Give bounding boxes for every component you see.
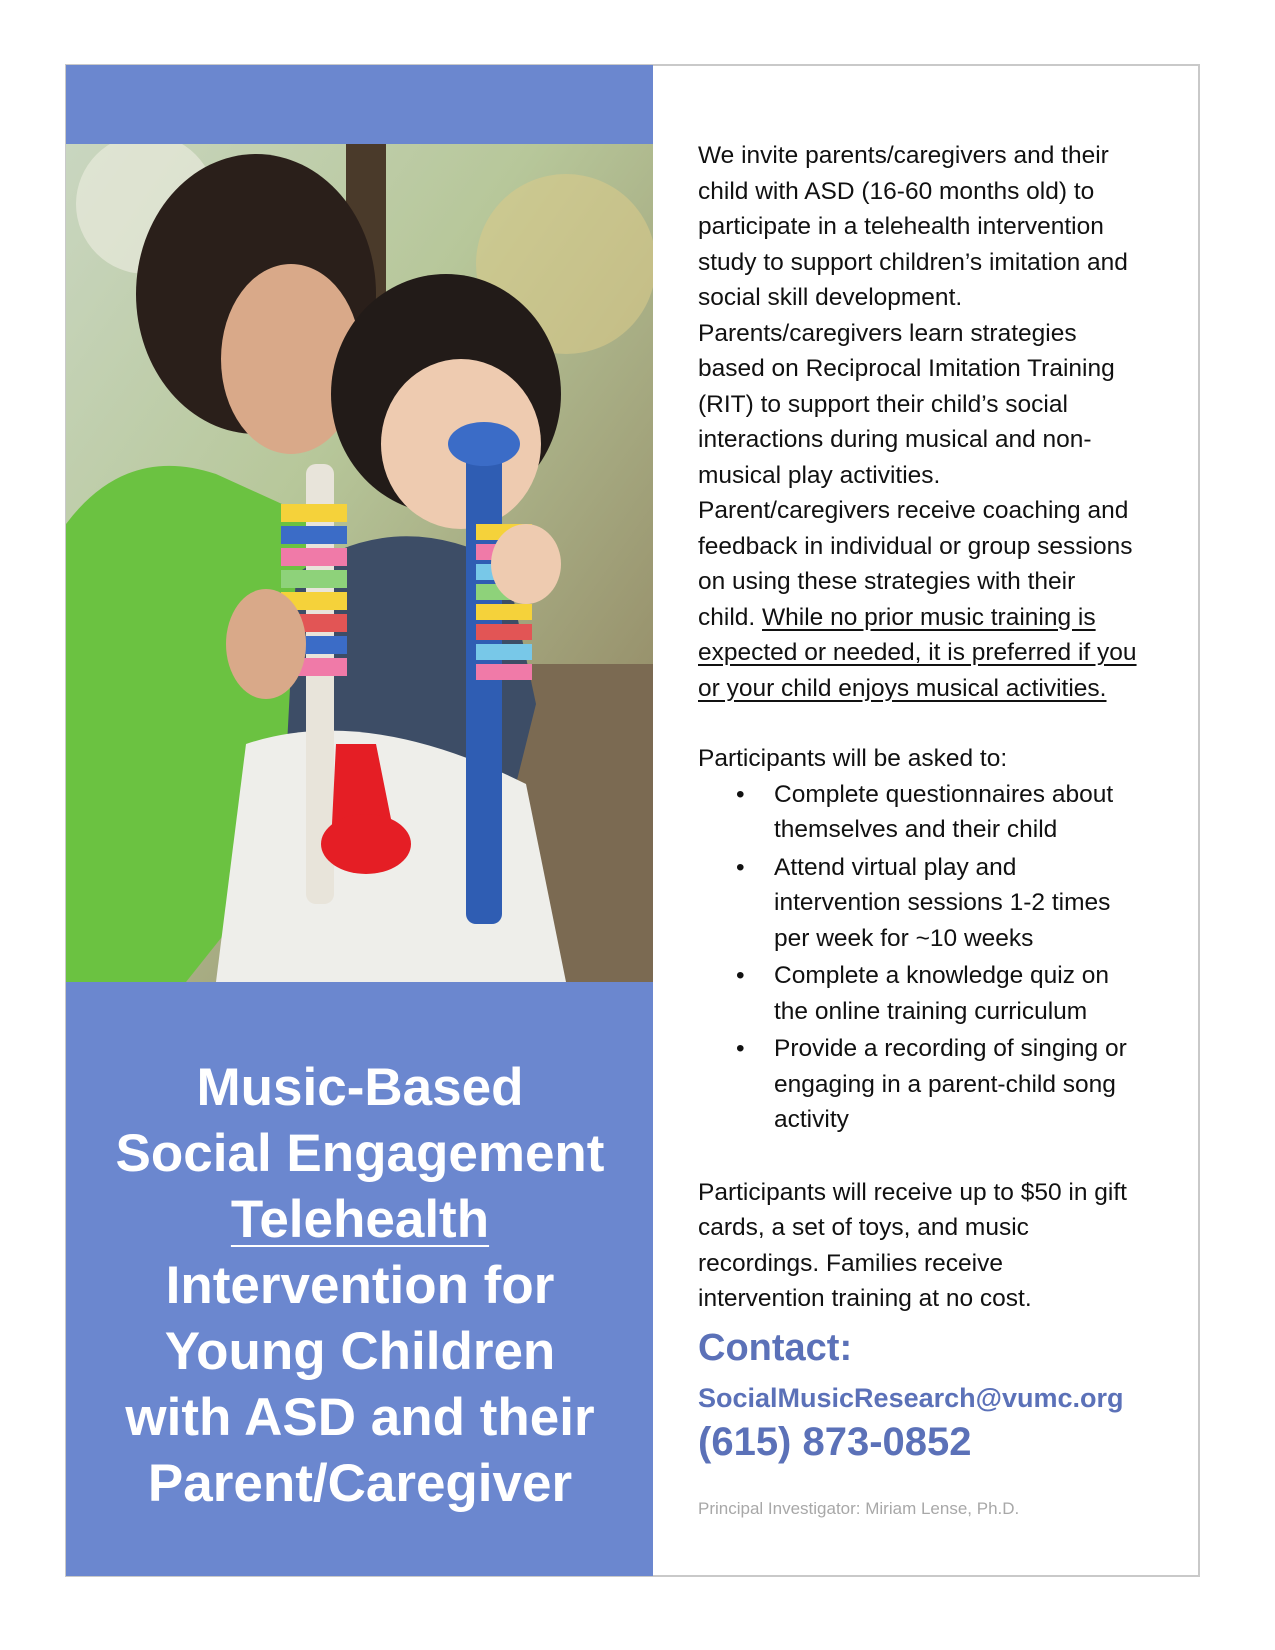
flyer-title: [80, 1055, 640, 1517]
text-line: cards, a set of toys, and music: [698, 1214, 1029, 1241]
text-line: recordings. Families receive: [698, 1249, 1003, 1277]
title-line: Social Engagement: [115, 1124, 605, 1183]
list-item: [698, 1031, 1188, 1138]
text-line: participate in a telehealth intervention: [698, 213, 1104, 240]
text-fragment: child.: [698, 603, 763, 631]
title-line: Young Children: [164, 1322, 556, 1381]
text-line: [698, 671, 1188, 707]
text-line: based on Reciprocal Imitation Training: [698, 355, 1115, 382]
bullet-icon: •: [736, 1035, 745, 1062]
intro-paragraph: [698, 138, 1188, 706]
text-line: study to support children’s imitation and: [698, 248, 1128, 276]
list-item-text: activity: [774, 1106, 849, 1133]
list-item-text: themselves and their child: [774, 816, 1058, 843]
list-item-text: the online training curriculum: [774, 997, 1088, 1025]
list-item-text: engaging in a parent-child song: [774, 1070, 1116, 1098]
text-line: [698, 600, 1188, 636]
list-item: [698, 958, 1188, 1029]
text-line: on using these strategies with their: [698, 568, 1076, 595]
title-line: Parent/Caregiver: [147, 1454, 573, 1513]
principal-investigator: Principal Investigator: Miriam Lense, Ph.D.: [698, 1499, 1020, 1518]
task-list: [698, 777, 1188, 1138]
text-line: Participants will receive up to $50 in gift: [698, 1178, 1127, 1206]
list-item-text: per week for ~10 weeks: [774, 924, 1034, 952]
text-line: Parents/caregivers learn strategies: [698, 319, 1077, 347]
list-item-text: Provide a recording of singing or: [774, 1035, 1127, 1062]
underlined-note: While no prior music training is: [762, 603, 1096, 631]
underlined-note: or your child enjoys musical activities.: [698, 674, 1107, 702]
underlined-note: expected or needed, it is preferred if you: [698, 639, 1137, 666]
title-line-underlined: Telehealth: [230, 1190, 490, 1249]
text-line: musical play activities.: [698, 461, 941, 489]
text-line: feedback in individual or group sessions: [698, 532, 1133, 560]
list-item-text: Complete a knowledge quiz on: [774, 962, 1110, 989]
text-line: We invite parents/caregivers and their: [698, 142, 1109, 169]
hero-photo: [66, 144, 653, 982]
text-line: social skill development.: [698, 284, 963, 311]
title-line: with ASD and their: [125, 1388, 595, 1447]
text-line: Parent/caregivers receive coaching and: [698, 497, 1129, 524]
compensation-paragraph: [698, 1175, 1188, 1317]
list-item-text: intervention sessions 1-2 times: [774, 889, 1111, 916]
list-item-text: Attend virtual play and: [774, 853, 1017, 881]
list-item: [698, 777, 1188, 848]
bullet-icon: •: [736, 962, 745, 989]
description-column: [698, 138, 1188, 1317]
title-line: Music-Based: [196, 1058, 524, 1117]
contact-heading: Contact:: [698, 1327, 853, 1369]
title-line: Intervention for: [165, 1256, 555, 1315]
text-line: [698, 635, 1188, 671]
bullet-icon: •: [736, 853, 745, 881]
contact-email-link[interactable]: SocialMusicResearch@vumc.org: [698, 1383, 1124, 1413]
contact-phone[interactable]: (615) 873-0852: [698, 1420, 972, 1464]
list-item-text: Complete questionnaires about: [774, 780, 1114, 808]
text-line: (RIT) to support their child’s social: [698, 390, 1068, 418]
text-line: child with ASD (16-60 months old) to: [698, 177, 1095, 205]
text-line: interactions during musical and non-: [698, 426, 1092, 453]
bullet-icon: •: [736, 780, 745, 808]
list-item: [698, 850, 1188, 957]
participants-intro: Participants will be asked to:: [698, 745, 1008, 772]
text-line: intervention training at no cost.: [698, 1285, 1032, 1312]
